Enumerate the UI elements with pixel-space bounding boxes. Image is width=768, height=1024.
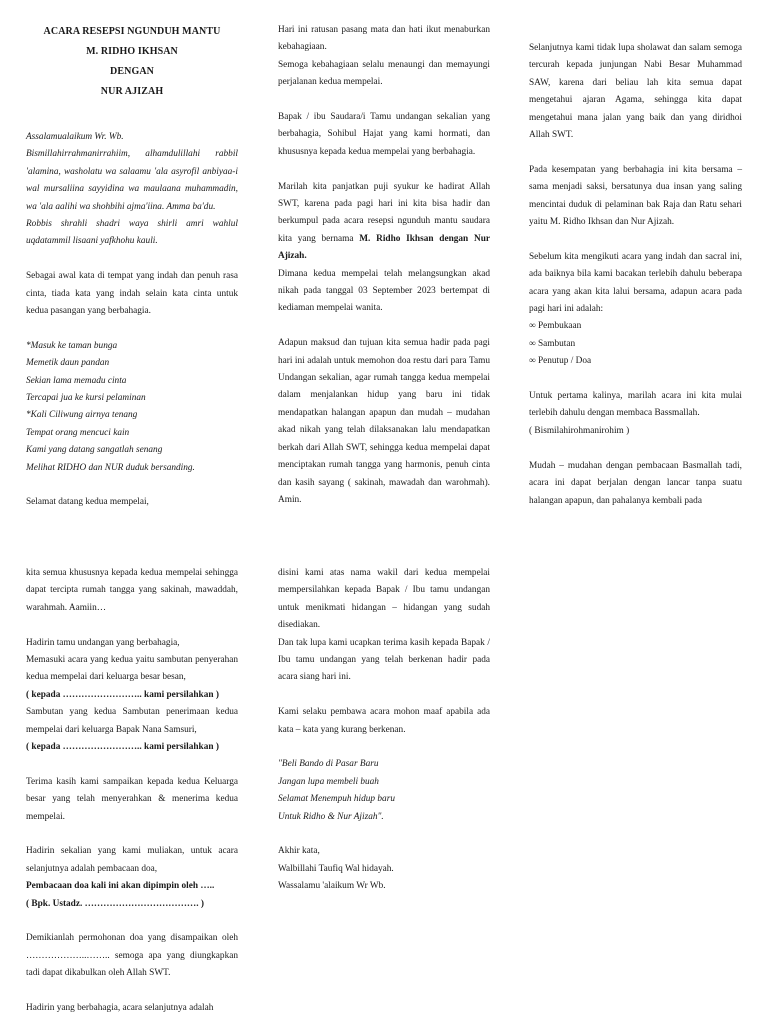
address-line: Hadirin tamu undangan yang berbahagia,: [26, 637, 180, 648]
prayer-continuation: kita semua khususnya kepada kedua mempelai sehingga dapat tercipta rumah tangga yang sakinah, mawaddah, warahmah. Aamiin…: [26, 568, 238, 613]
column-5: [278, 565, 490, 896]
invite-placeholder: ( kepada …………………….. kami persilahkan ): [26, 742, 219, 753]
gratitude-paragraph: [278, 179, 490, 266]
couple-names: M. Ridho Ikhsan dengan Nur Ajizah.: [278, 233, 490, 262]
pantun-line: *Masuk ke taman bunga: [26, 340, 118, 351]
doa-leader: Pembacaan doa kali ini akan dipimpin oleh …..: [26, 881, 215, 892]
basmalah-hope: Mudah – mudahan dengan pembacaan Basmallah tadi, acara ini dapat berjalan dengan lancar tanpa suatu halangan apapun, dan pahalanya kembali pada: [529, 460, 742, 506]
doa-paragraph: Robbis shrahli shadri waya shirli amri wahlul uqdatammil lisaani yafkhohu kauli.: [26, 219, 238, 247]
closing-pantun-line: "Beli Bando di Pasar Baru: [278, 759, 379, 770]
column-2: [278, 22, 490, 509]
second-speech: Sambutan yang kedua Sambutan penerimaan kedua mempelai dari keluarga Bapak Nana Samsuri,: [26, 707, 238, 735]
doc-title-line-1: ACARA RESEPSI NGUNDUH MANTU: [43, 26, 221, 37]
sholawat-paragraph: Selanjutnya kami tidak lupa sholawat dan salam semoga tercurah kepada junjungan Nabi Besar Muhammad SAW, karena dari beliau lah kita semua dapat mengetahui ajaran Agama, sehingga kita dapat mengetahui mana jalan yang baik dan yang diridhoi Allah SWT.: [529, 43, 742, 141]
agenda-intro: Sebelum kita mengikuti acara yang indah dan sacral ini, ada baiknya bila kami bacakan terlebih dahulu beberapa acara yang akan kita lalui bersama, adapun acara pada pagi hari ini adalah:: [529, 251, 742, 315]
pantun-line: *Kali Ciliwung airnya tenang: [26, 410, 138, 421]
closing-line: Wassalamu 'alaikum Wr Wb.: [278, 881, 386, 892]
salam-line: Assalamualaikum Wr. Wb.: [26, 132, 124, 142]
closing-pantun-line: Untuk Ridho & Nur Ajizah".: [278, 811, 384, 822]
blessing-paragraph: Semoga kebahagiaan selalu menaungi dan memayungi perjalanan kedua mempelai.: [278, 59, 490, 88]
column-3: [529, 40, 742, 510]
next-event-line: Hadirin yang berbahagia, acara selanjutnya adalah: [26, 1003, 214, 1014]
closing-line: Walbillahi Taufiq Wal hidayah.: [278, 863, 394, 874]
purpose-paragraph: Adapun maksud dan tujuan kita semua hadir pada pagi hari ini adalah untuk memohon doa restu dari para Tamu Undangan sekalian, agar rumah tangga kedua mempelai dalam menjalankan hidup yang baru ini tidak mendapatkan halangan apapun dan mudah – mudahan akad nikah yang telah dilaksanakan lalu mendapatkan berkah dari Allah SWT, sehingga kedua mempelai dapat menciptakan rumah tangga yang harmonis, penuh cinta dan kasih sayang ( sakinah, mawadah dan warohmah). Amin.: [278, 338, 490, 505]
agenda-item: ∞ Sambutan: [529, 338, 576, 349]
doa-intro: Hadirin sekalian yang kami muliakan, untuk acara selanjutnya adalah pembacaan doa,: [26, 846, 238, 874]
closing-pantun-line: Selamat Menempuh hidup baru: [278, 794, 395, 805]
pantun-line: Sekian lama memadu cinta: [26, 375, 127, 386]
witness-paragraph: Pada kesempatan yang berbahagia ini kita bersama – sama menjadi saksi, bersatunya dua insan yang saling mencintai duduk di pelaminan bak Raja dan Ratu sehari yaitu M. Ridho Ikhsan dan Nur Ajizah.: [529, 164, 742, 228]
basmalah-text: ( Bismilahirohmanirohim ): [529, 425, 630, 436]
column-1: [26, 22, 238, 512]
column-4: [26, 565, 238, 1017]
thanks-guests: Dan tak lupa kami ucapkan terima kasih kepada Bapak / Ibu tamu undangan yang telah berkenan hadir pada acara siang hari ini.: [278, 637, 490, 683]
intro-paragraph: Sebagai awal kata di tempat yang indah dan penuh rasa cinta, tiada kata yang indah selain kata cinta untuk kedua pasangan yang berbahagia.: [26, 271, 238, 317]
doc-title-line-3: DENGAN: [110, 66, 154, 77]
doc-title-line-4: NUR AJIZAH: [100, 86, 164, 97]
basmalah-paragraph: Bismillahirrahmanirrahiim, alhamdulillahi rabbil 'alamina, washolatu wa salaamu 'ala asyrofil anbiyaa-i wal mursaliina sayyidina wa maulaana muhammadin, wa 'ala aalihi wa shohbihi ajma'iina. Amma ba'du.: [26, 149, 238, 212]
doa-closing: Demikianlah permohonan doa yang disampaikan oleh ………………..…….. semoga apa yang diungkapkan tadi dapat dikabulkan oleh Allah SWT.: [26, 933, 238, 979]
thanks-paragraph: Terima kasih kami sampaikan kepada kedua Keluarga besar yang telah menyerahkan & menerima kedua mempelai.: [26, 776, 238, 822]
pantun-line: Memetik daun pandan: [26, 358, 110, 369]
pantun-line: Kami yang datang sangatlah senang: [26, 445, 163, 456]
pantun-line: Melihat RIDHO dan NUR duduk bersanding.: [26, 462, 195, 473]
agenda-item: ∞ Penutup / Doa: [529, 356, 592, 367]
pantun-line: Tercapai jua ke kursi pelaminan: [26, 393, 146, 404]
welcome-line: Selamat datang kedua mempelai,: [26, 497, 149, 508]
pantun-line: Tempat orang mencuci kain: [26, 427, 130, 438]
gratitude-text: Marilah kita panjatkan puji syukur ke hadirat Allah SWT, karena pada pagi hari ini kita bisa hadir dan berkumpul pada acara resepsi ngunduh mantu saudara kita yang bernama: [278, 181, 490, 244]
invite-placeholder: ( kepada …………………….. kami persilahkan ): [26, 689, 219, 700]
closing-line: Akhir kata,: [278, 846, 320, 857]
basmalah-call: Untuk pertama kalinya, marilah acara ini kita mulai terlebih dahulu dengan membaca Bassmallah.: [529, 391, 742, 419]
closing-pantun-line: Jangan lupa membeli buah: [278, 776, 379, 787]
agenda-item: ∞ Pembukaan: [529, 321, 582, 332]
akad-paragraph: Dimana kedua mempelai telah melangsungkan akad nikah pada tanggal 03 September 2023 bertempat di kediaman mempelai wanita.: [278, 268, 490, 314]
apology-paragraph: Kami selaku pembawa acara mohon maaf apabila ada kata – kata yang kurang berkenan.: [278, 707, 490, 735]
doc-title-line-2: M. RIDHO IKHSAN: [86, 46, 178, 57]
speech-intro: Memasuki acara yang kedua yaitu sambutan penyerahan kedua mempelai dari keluarga besar besan,: [26, 655, 238, 683]
greeting-paragraph: Bapak / ibu Saudara/i Tamu undangan sekalian yang berbahagia, Sohibul Hajat yang kami hormati, dan khususnya kepada kedua mempelai yang berbahagia.: [278, 112, 490, 157]
opening-paragraph: Hari ini ratusan pasang mata dan hati ikut menaburkan kebahagiaan.: [278, 25, 490, 53]
meal-invite: disini kami atas nama wakil dari kedua mempelai mempersilahkan kepada Bapak / Ibu tamu undangan untuk menikmati hidangan – hidangan yang sudah disediakan.: [278, 568, 490, 631]
ustadz-placeholder: ( Bpk. Ustadz. ………………………………. ): [26, 898, 204, 909]
